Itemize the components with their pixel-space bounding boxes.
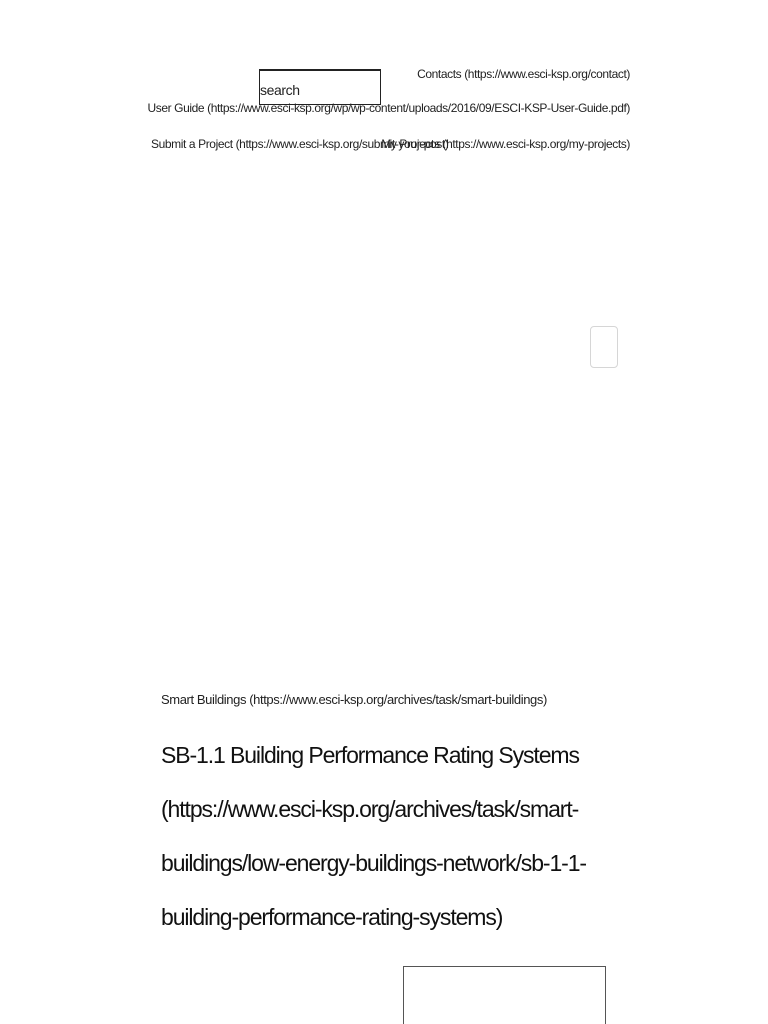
- search-box[interactable]: [259, 69, 381, 105]
- nav-link-contacts[interactable]: Contacts (https://www.esci-ksp.org/contact): [417, 67, 630, 81]
- nav-link-submit-project[interactable]: Submit a Project (https://www.esci-ksp.org/submit-your-post): [151, 137, 449, 151]
- nav-link-my-projects[interactable]: My Projects (https://www.esci-ksp.org/my-projects): [381, 137, 630, 151]
- content-box: [403, 966, 606, 1024]
- post-title-link[interactable]: SB-1.1 Building Performance Rating Systems (https://www.esci-ksp.org/archives/task/smart-buildings/low-energy-buildings-network/sb-1-1-building-performance-rating-systems): [161, 742, 586, 930]
- search-input[interactable]: [260, 79, 378, 101]
- breadcrumb-smart-buildings[interactable]: Smart Buildings (https://www.esci-ksp.org/archives/task/smart-buildings): [161, 692, 547, 707]
- nav-link-user-guide[interactable]: User Guide (https://www.esci-ksp.org/wp/wp-content/uploads/2016/09/ESCI-KSP-User-Guide.pdf): [147, 101, 630, 115]
- square-button[interactable]: [590, 326, 618, 368]
